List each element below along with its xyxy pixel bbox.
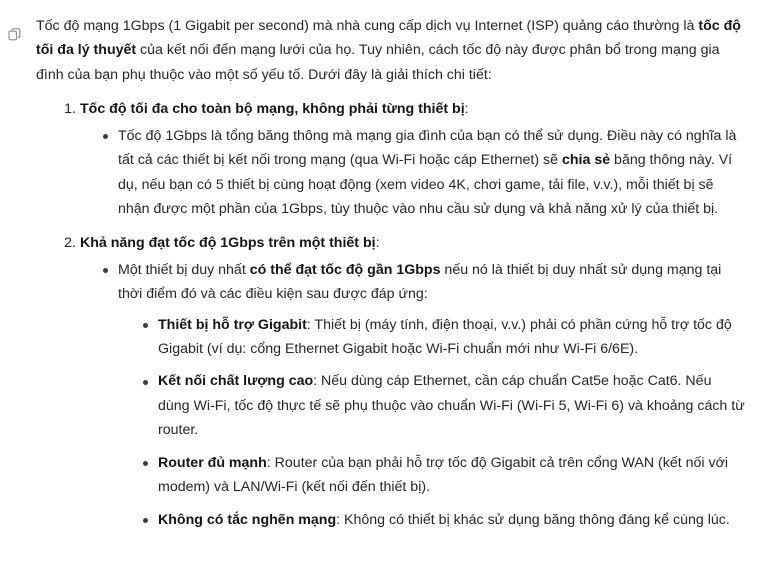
list-item bbox=[142, 313, 746, 362]
bullet-icon bbox=[103, 134, 108, 139]
intro-paragraph bbox=[36, 14, 746, 87]
list-item-1-heading bbox=[80, 97, 746, 121]
list-item-2-conditions bbox=[118, 313, 746, 532]
sub-2-1-text-2: nếu nó là thiết bị duy nhất sử dụng mạng tại thời điểm đó và các điều kiện sau được đáp ứng: bbox=[118, 261, 722, 303]
sub-1-1-text-2: băng thông này. Ví dụ, nếu bạn có 5 thiết bị cùng hoạt động (xem video 4K, chơi game, tải file, v.v.), mỗi thiết bị sẽ nhận được một phần của 1Gbps, tùy thuộc vào nhu cầu sử dụng và khả năng xử lý của thiết bị. bbox=[118, 152, 733, 217]
list-item-2-sublist bbox=[80, 258, 746, 532]
condition-2-text: : Nếu dùng cáp Ethernet, cần cáp chuẩn Cat5e hoặc Cat6. Nếu dùng Wi-Fi, tốc độ thực tế sẽ phụ thuộc vào chuẩn Wi-Fi (Wi-Fi 5, Wi-Fi 6) và khoảng cách từ router. bbox=[158, 373, 745, 439]
condition-2-label: Kết nối chất lượng cao bbox=[158, 373, 314, 390]
sub-1-1-bold-1: chia sẻ bbox=[561, 152, 611, 169]
list-item-1-heading-bold: Tốc độ tối đa cho toàn bộ mạng, không phải từng thiết bị bbox=[80, 101, 465, 118]
condition-1-text: : Thiết bị (máy tính, điện thoại, v.v.) phải có phần cứng hỗ trợ tốc độ Gigabit (ví dụ: cổng Ethernet Gigabit hoặc Wi-Fi chuẩn mới như Wi-Fi 6/6E). bbox=[158, 316, 732, 358]
sub-1-1-text-1: Tốc độ 1Gbps là tổng băng thông mà mạng gia đình của bạn có thể sử dụng. Điều này có nghĩa là tất cả các thiết bị kết nối trong mạng (qua Wi-Fi hoặc cáp Ethernet) sẽ bbox=[118, 127, 737, 169]
condition-3-label: Router đủ mạnh bbox=[158, 454, 267, 471]
list-item-1-number: 1. bbox=[64, 101, 76, 118]
list-item bbox=[102, 124, 746, 222]
intro-bold-1: tốc độ tối đa lý thuyết bbox=[36, 18, 741, 59]
condition-1-label: Thiết bị hỗ trợ Gigabit bbox=[158, 316, 307, 333]
bullet-icon bbox=[143, 380, 148, 385]
list-item-1-sublist bbox=[80, 124, 746, 222]
list-item bbox=[142, 508, 746, 532]
intro-text-2: của kết nối đến mạng lưới của họ. Tuy nhiên, cách tốc độ này được phân bổ trong mạng gia đình của bạn phụ thuộc vào một số yếu tố. Dưới đây là giải thích chi tiết: bbox=[36, 42, 720, 83]
list-item-2-heading-bold: Khả năng đạt tốc độ 1Gbps trên một thiết bị bbox=[80, 235, 376, 252]
condition-4-label: Không có tắc nghẽn mạng bbox=[158, 511, 337, 528]
sub-2-1-bold-1: có thể đạt tốc độ gần 1Gbps bbox=[249, 261, 441, 278]
list-item-2-heading bbox=[80, 231, 746, 255]
sub-2-1-text-1: Một thiết bị duy nhất bbox=[118, 261, 250, 278]
bullet-icon bbox=[143, 518, 148, 523]
bullet-icon bbox=[103, 268, 108, 273]
condition-3-text: : Router của bạn phải hỗ trợ tốc độ Gigabit cả trên cổng WAN (kết nối với modem) và LAN/Wi-Fi (kết nối đến thiết bị). bbox=[158, 454, 729, 496]
list-item bbox=[142, 451, 746, 500]
bullet-icon bbox=[143, 461, 148, 466]
list-item-2-number: 2. bbox=[64, 235, 76, 252]
bullet-icon bbox=[143, 323, 148, 328]
copy-icon[interactable] bbox=[8, 28, 22, 42]
list-item-1 bbox=[60, 97, 746, 221]
list-item-2-heading-tail: : bbox=[375, 235, 380, 252]
list-item-2 bbox=[60, 231, 746, 532]
list-item bbox=[142, 369, 746, 442]
condition-4-text: : Không có thiết bị khác sử dụng băng thông đáng kể cùng lúc. bbox=[336, 511, 730, 528]
intro-text-1: Tốc độ mạng 1Gbps (1 Gigabit per second) mà nhà cung cấp dịch vụ Internet (ISP) quảng cáo thường là bbox=[36, 18, 699, 34]
article-body bbox=[36, 14, 746, 532]
list-item bbox=[102, 258, 746, 532]
numbered-list bbox=[36, 97, 746, 532]
list-item-1-heading-tail: : bbox=[464, 101, 469, 118]
